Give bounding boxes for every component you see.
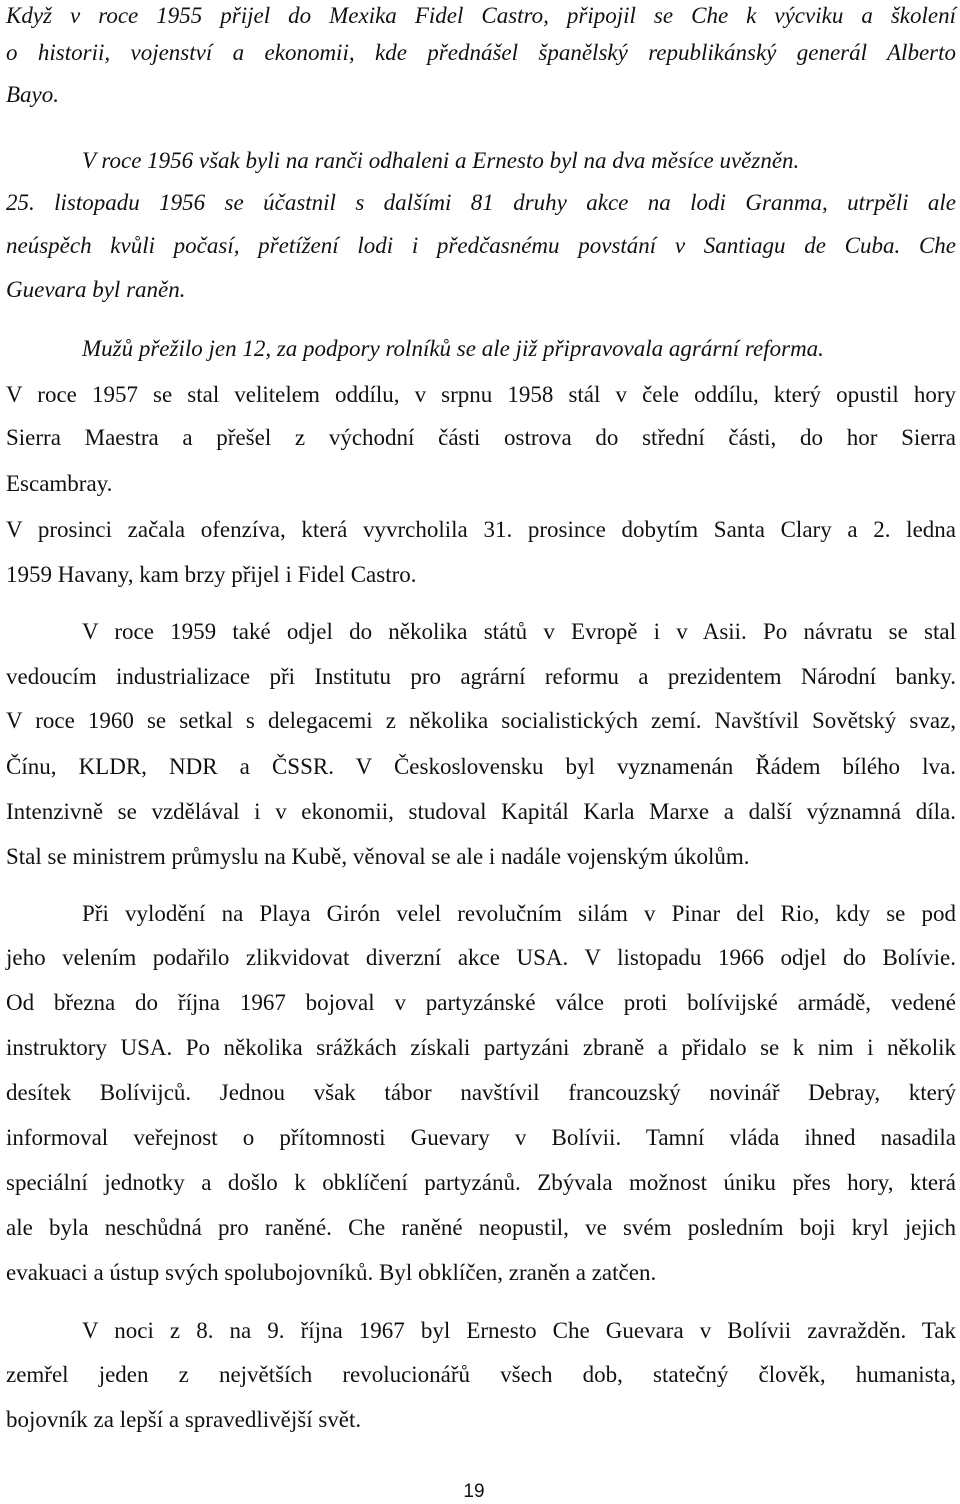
text-line: V roce 1957 se stal velitelem oddílu, v srpnu 1958 stál v čele oddílu, který opustil hory [6, 382, 956, 407]
text-line: Když v roce 1955 přijel do Mexika Fidel Castro, připojil se Che k výcviku a školení [6, 3, 956, 28]
text-line: evakuaci a ústup svých spolubojovníků. Byl obklíčen, zraněn a zatčen. [6, 1260, 657, 1285]
text-line: Při vylodění na Playa Girón velel revolučním silám v Pinar del Rio, kdy se pod [82, 901, 956, 926]
text-line: V roce 1956 však byli na ranči odhaleni a Ernesto byl na dva měsíce uvězněn. [82, 148, 800, 173]
text-line: ale byla neschůdná pro raněné. Che raněné neopustil, ve svém posledním boji kryl jejich [6, 1215, 956, 1240]
text-line: Escambray. [6, 471, 113, 496]
text-line: vedoucím industrializace při Institutu pro agrární reformu a prezidentem Národní banky. [6, 664, 956, 689]
text-line: Intenzivně se vzdělával i v ekonomii, studoval Kapitál Karla Marxe a další významná díla. [6, 799, 956, 824]
text-line: instruktory USA. Po několika srážkách získali partyzáni zbraně a přidalo se k nim i několik [6, 1035, 956, 1060]
text-line: V prosinci začala ofenzíva, která vyvrcholila 31. prosince dobytím Santa Clary a 2. ledna [6, 517, 956, 542]
text-line: Guevara byl raněn. [6, 277, 186, 302]
text-line: informoval veřejnost o přítomnosti Guevary v Bolívii. Tamní vláda ihned nasadila [6, 1125, 956, 1150]
text-line: Od března do října 1967 bojoval v partyzánské válce proti bolívijské armádě, vedené [6, 990, 956, 1015]
text-line: Bayo. [6, 82, 60, 107]
text-line: V roce 1959 také odjel do několika států v Evropě i v Asii. Po návratu se stal [82, 619, 956, 644]
text-line: Sierra Maestra a přešel z východní části ostrova do střední části, do hor Sierra [6, 425, 956, 450]
text-line: o historii, vojenství a ekonomii, kde přednášel španělský republikánský generál Alberto [6, 40, 956, 65]
page-number: 19 [463, 1481, 485, 1502]
text-line: bojovník za lepší a spravedlivější svět. [6, 1407, 362, 1432]
text-line: neúspěch kvůli počasí, přetížení lodi i předčasnému povstání v Santiagu de Cuba. Che [6, 233, 956, 258]
text-line: V noci z 8. na 9. října 1967 byl Ernesto Che Guevara v Bolívii zavražděn. Tak [82, 1318, 956, 1343]
text-line: V roce 1960 se setkal s delegacemi z několika socialistických zemí. Navštívil Sovětský svaz, [6, 708, 956, 733]
text-line: desítek Bolívijců. Jednou však tábor navštívil francouzský novinář Debray, který [6, 1080, 956, 1105]
text-line: 25. listopadu 1956 se účastnil s dalšími 81 druhy akce na lodi Granma, utrpěli ale [6, 190, 956, 215]
text-line: Mužů přežilo jen 12, za podpory rolníků se ale již připravovala agrární reforma. [82, 336, 824, 361]
text-line: jeho velením podařilo zlikvidovat diverzní akce USA. V listopadu 1966 odjel do Bolívie. [6, 945, 956, 970]
text-line: speciální jednotky a došlo k obklíčení partyzánů. Zbývala možnost úniku přes hory, která [6, 1170, 956, 1195]
document-page [6, 0, 956, 1504]
text-line: zemřel jeden z největších revolucionářů všech dob, statečný člověk, humanista, [6, 1362, 956, 1387]
text-line: Čínu, KLDR, NDR a ČSSR. V Československu byl vyznamenán Řádem bílého lva. [6, 754, 956, 779]
text-line: Stal se ministrem průmyslu na Kubě, věnoval se ale i nadále vojenským úkolům. [6, 844, 750, 869]
text-line: 1959 Havany, kam brzy přijel i Fidel Castro. [6, 562, 417, 587]
